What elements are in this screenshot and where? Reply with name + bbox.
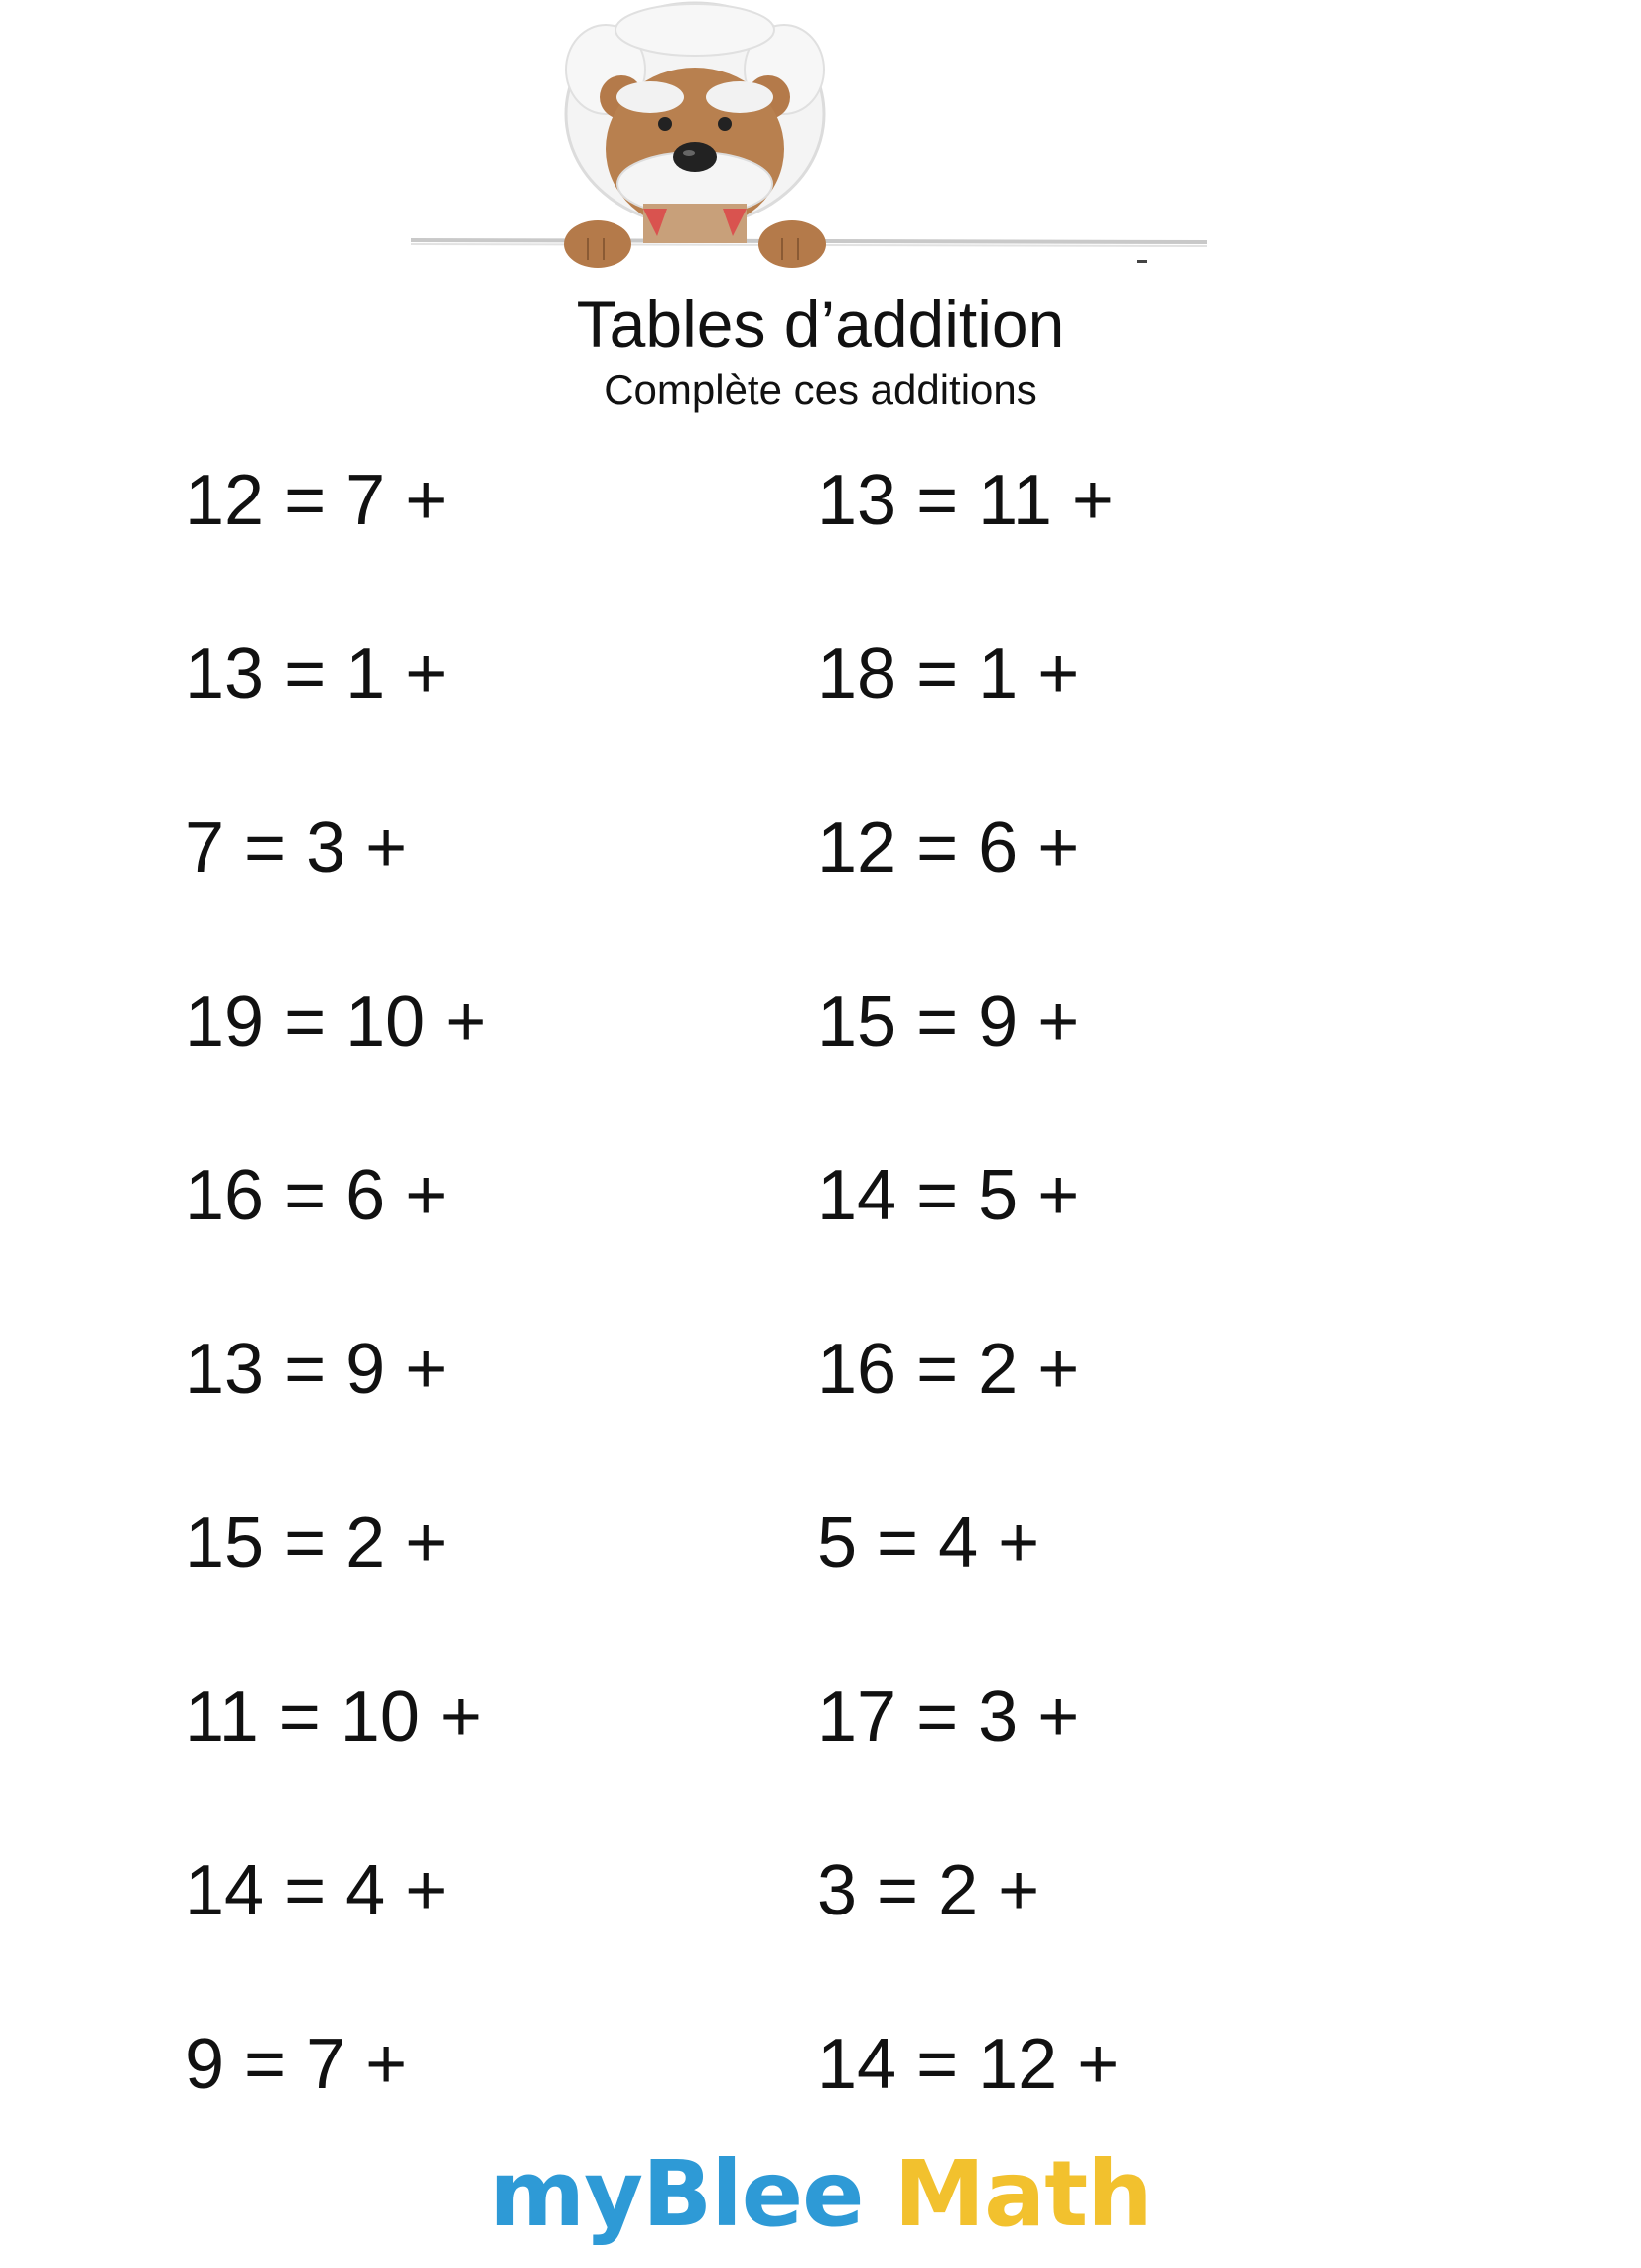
exercise-right-10: 14 = 12 + (817, 2025, 1120, 2104)
bear-mascot-icon (407, 0, 1231, 278)
exercise-left-7: 15 = 2 + (185, 1503, 448, 1583)
exercise-left-3: 7 = 3 + (185, 808, 408, 888)
exercise-left-6: 13 = 9 + (185, 1330, 448, 1409)
exercise-right-7: 5 = 4 + (817, 1503, 1040, 1583)
exercise-right-2: 18 = 1 + (817, 635, 1080, 714)
exercise-left-2: 13 = 1 + (185, 635, 448, 714)
page-subtitle: Complète ces additions (604, 366, 1037, 413)
exercise-left-1: 12 = 7 + (185, 461, 448, 540)
exercise-left-4: 19 = 10 + (185, 982, 487, 1062)
exercise-left-8: 11 = 10 + (185, 1677, 481, 1757)
exercise-right-8: 17 = 3 + (817, 1677, 1080, 1757)
exercise-right-3: 12 = 6 + (817, 808, 1080, 888)
page-title: Tables d’addition (576, 287, 1065, 360)
exercise-left-10: 9 = 7 + (185, 2025, 408, 2104)
exercise-right-4: 15 = 9 + (817, 982, 1080, 1062)
exercise-right-6: 16 = 2 + (817, 1330, 1080, 1409)
exercise-right-9: 3 = 2 + (817, 1851, 1040, 1930)
exercise-right-5: 14 = 5 + (817, 1156, 1080, 1235)
exercise-left-5: 16 = 6 + (185, 1156, 448, 1235)
logo-myblee: myBlee (489, 2141, 864, 2247)
logo-math: Math (893, 2141, 1152, 2247)
exercise-left-9: 14 = 4 + (185, 1851, 448, 1930)
exercise-right-1: 13 = 11 + (817, 461, 1114, 540)
myblee-math-logo (0, 2141, 1641, 2247)
